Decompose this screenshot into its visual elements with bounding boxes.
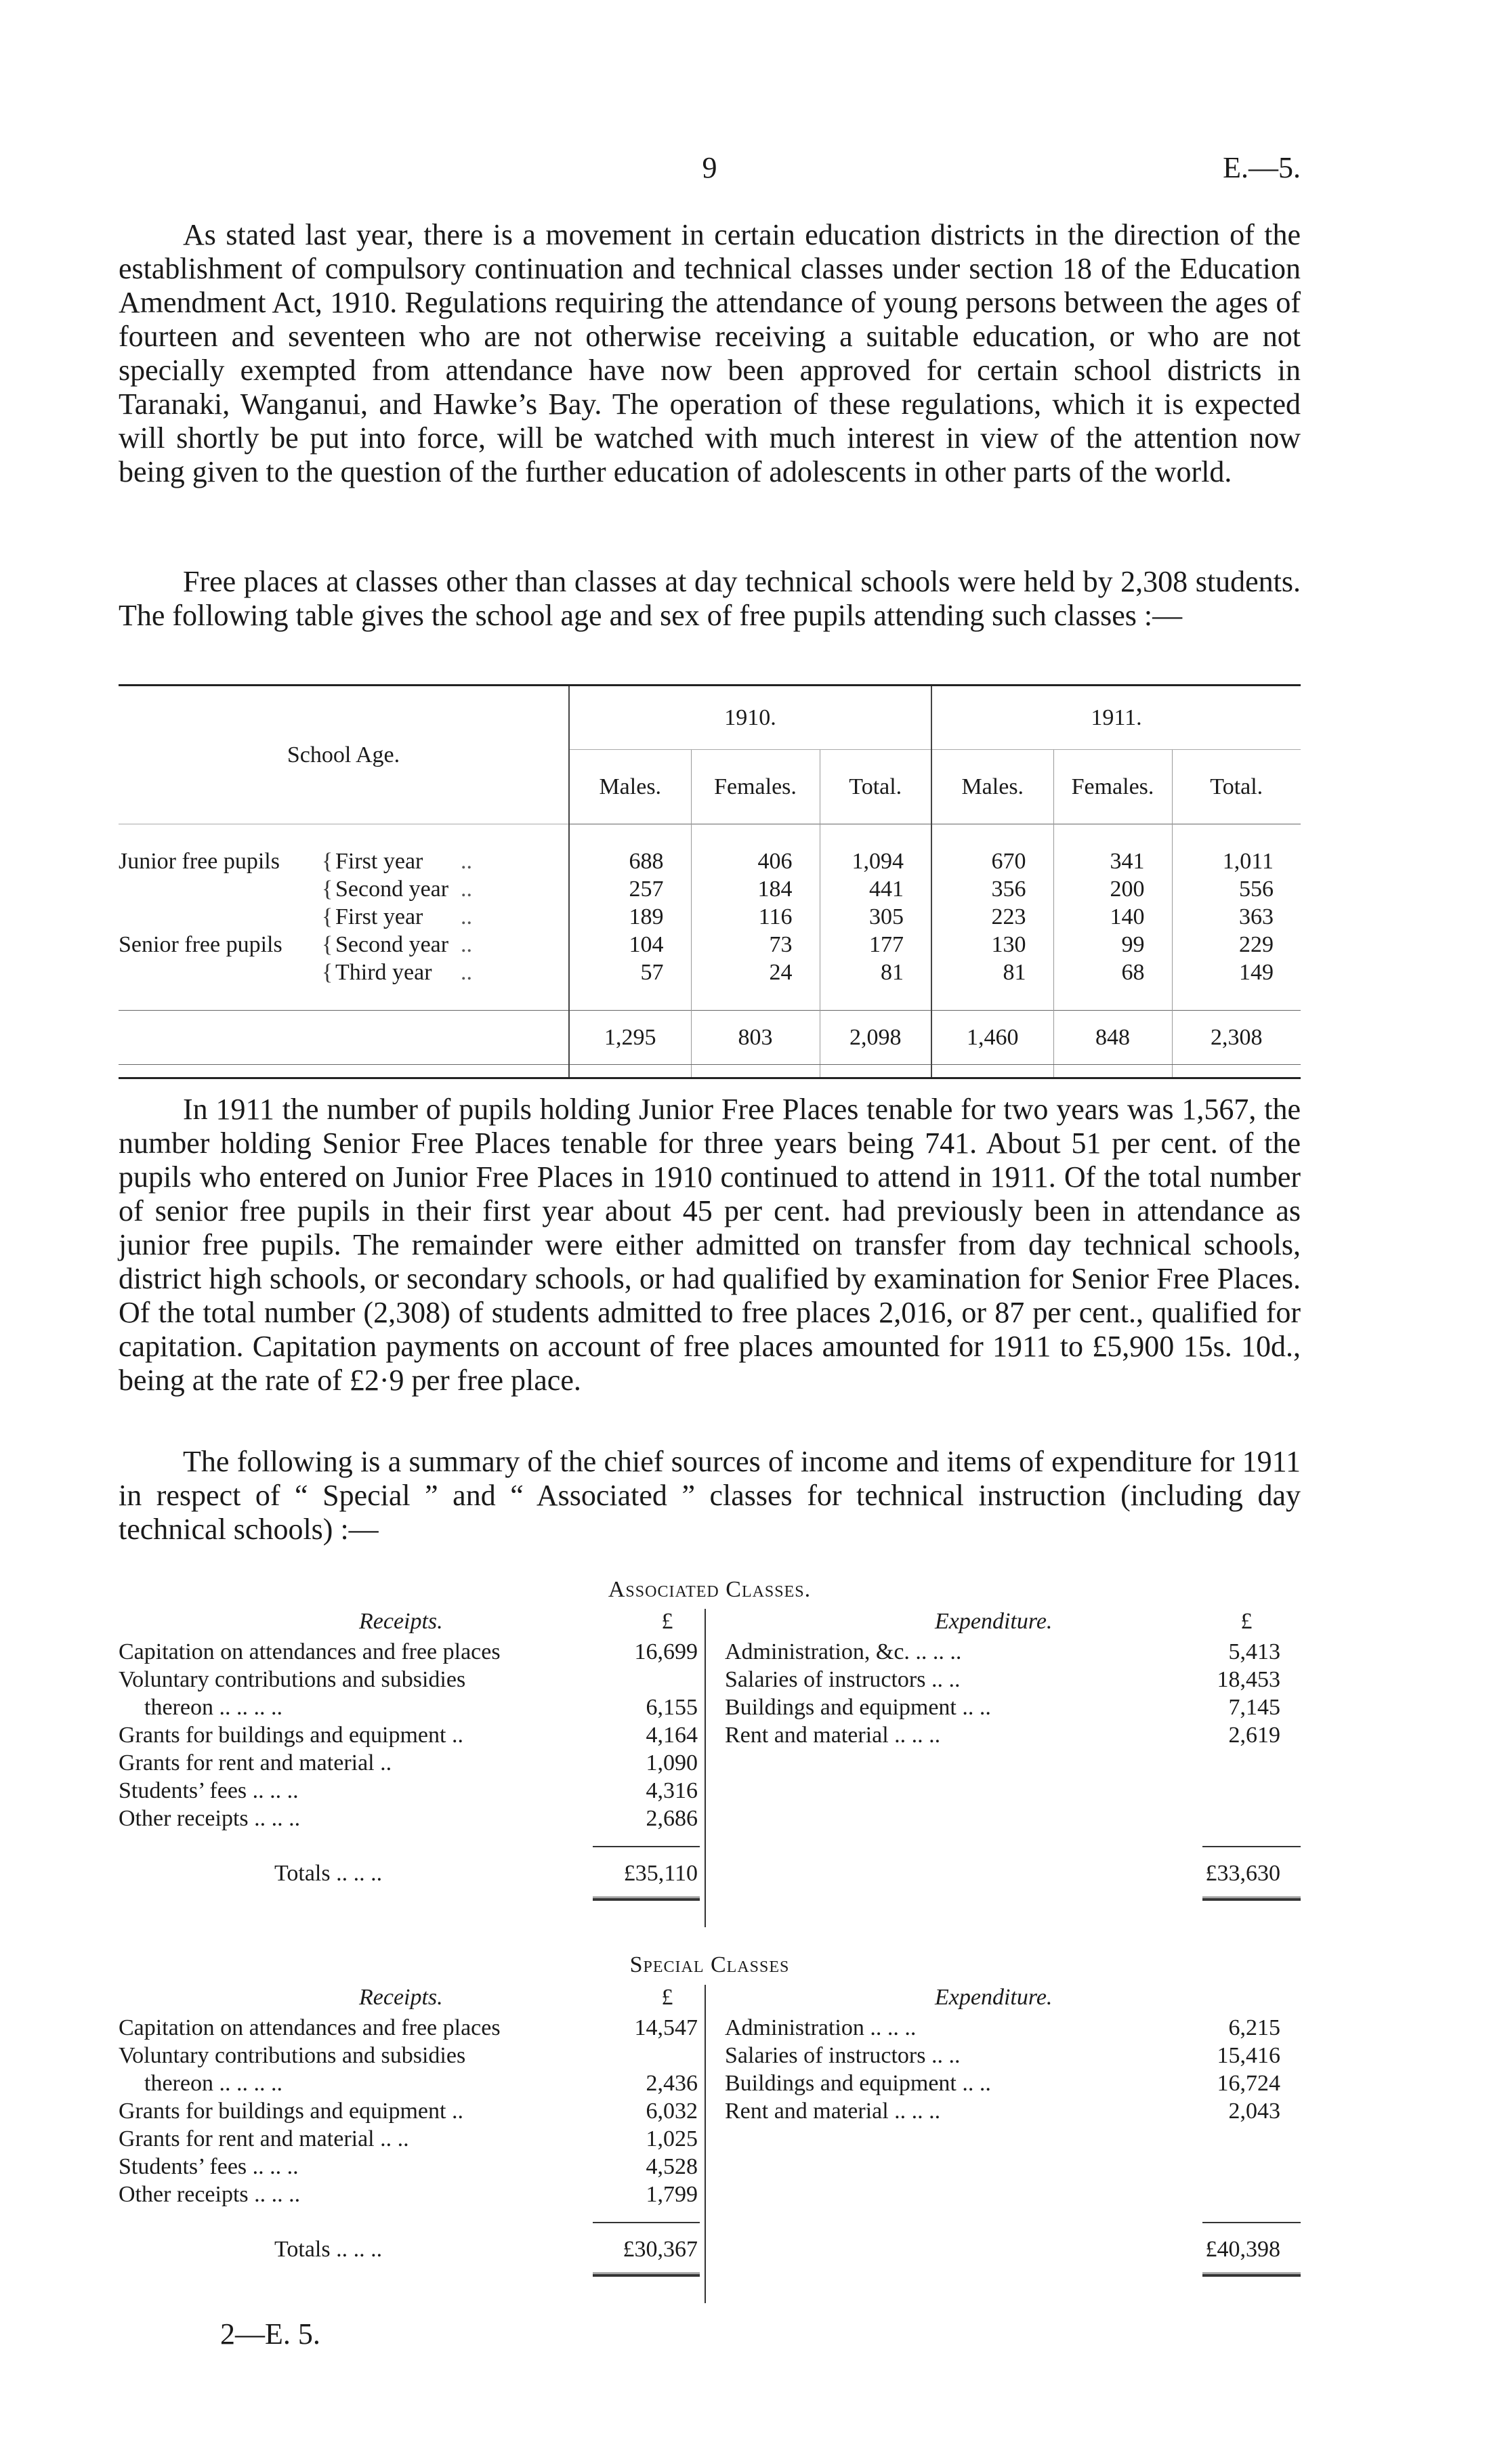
report-reference: E.—5. xyxy=(1223,151,1301,184)
expenditure-label: Administration .. .. .. xyxy=(725,2015,917,2040)
table-row: { Second year .. 257 184 441 356 200 556 xyxy=(119,876,1301,904)
table-row: { First year .. 189 116 305 223 140 363 xyxy=(119,904,1301,931)
receipt-label: Capitation on attendances and free places xyxy=(119,2015,501,2040)
year-header-1911: 1911. xyxy=(931,686,1301,750)
special-classes-title: Special Classes xyxy=(629,1952,790,1977)
receipt-amount: 2,686 xyxy=(646,1806,698,1831)
receipt-label: thereon .. .. .. .. xyxy=(144,2071,282,2096)
page-header xyxy=(119,150,1301,191)
receipts-heading: Receipts. xyxy=(359,1985,443,2010)
col-total-1911: Total. xyxy=(1172,750,1301,824)
receipt-label: Grants for buildings and equipment .. xyxy=(119,2099,463,2124)
expenditure-heading: Expenditure. xyxy=(935,1985,1053,2010)
column-divider xyxy=(705,1609,706,1927)
expenditure-label: Salaries of instructors .. .. xyxy=(725,1667,961,1692)
column-divider xyxy=(705,1985,706,2303)
receipts-currency: £ xyxy=(661,1985,673,2010)
receipt-label: Students’ fees .. .. .. xyxy=(119,1778,299,1803)
expenditure-total: £33,630 xyxy=(1205,1861,1280,1886)
receipts-total: £35,110 xyxy=(623,1861,698,1886)
paragraph-free-places-intro: Free places at classes other than classes at day technical schools were held by 2,308 students. The following table gives the school age and sex of free pupils attending such classes :— xyxy=(119,565,1301,632)
receipt-amount: 6,032 xyxy=(646,2099,698,2124)
expenditure-label: Rent and material .. .. .. xyxy=(725,1723,941,1748)
receipt-amount: 16,699 xyxy=(634,1639,698,1664)
table-row: Junior free pupils { First year .. 688 406 1,094 670 341 1,011 xyxy=(119,848,1301,876)
expenditure-label: Rent and material .. .. .. xyxy=(725,2099,941,2124)
col-females-1911: Females. xyxy=(1053,750,1172,824)
receipt-label: thereon .. .. .. .. xyxy=(144,1695,282,1720)
receipts-total-label: Totals .. .. .. xyxy=(274,1861,383,1886)
receipt-amount: 4,316 xyxy=(646,1778,698,1803)
page-number: 9 xyxy=(702,151,717,184)
expenditure-label: Administration, &c. .. .. .. xyxy=(725,1639,962,1664)
table-row: { Third year .. 57 24 81 81 68 149 xyxy=(119,959,1301,987)
expenditure-amount: 15,416 xyxy=(1217,2043,1280,2068)
receipt-label: Grants for buildings and equipment .. xyxy=(119,1723,463,1748)
signature-mark: 2—E. 5. xyxy=(220,2317,320,2351)
receipt-label: Students’ fees .. .. .. xyxy=(119,2154,299,2179)
expenditure-amount: 2,043 xyxy=(1228,2099,1280,2124)
receipt-amount: 1,799 xyxy=(646,2182,698,2207)
receipt-amount: 6,155 xyxy=(646,1695,698,1720)
paragraph-summary-intro: The following is a summary of the chief sources of income and items of expenditure for 1911 in respect of “ Special ” and “ Associated ” classes for technical instruction (including day technical schools) :— xyxy=(119,1445,1301,1546)
receipt-amount: 4,528 xyxy=(646,2154,698,2179)
paragraph-compulsory-continuation: As stated last year, there is a movement in certain education districts in the direction of the establishment of compulsory continuation and technical classes under section 18 of the Education Amendment Act, 1910. Regulations requiring the attendance of young persons between the ages of fourteen and seventeen who are not otherwise receiving a suitable education, or who are not specially exempted from attendance have now been approved for certain school districts in Taranaki, Wanganui, and Hawke’s Bay. The operation of these regulations, which it is expected will shortly be put into force, will be watched with much interest in view of the attention now being given to the question of the further education of adolescents in other parts of the world. xyxy=(119,218,1301,488)
expenditure-total: £40,398 xyxy=(1205,2237,1280,2262)
expenditure-amount: 7,145 xyxy=(1228,1695,1280,1720)
receipt-label: Capitation on attendances and free places xyxy=(119,1639,501,1664)
expenditure-amount: 18,453 xyxy=(1217,1667,1280,1692)
col-males-1910: Males. xyxy=(569,750,691,824)
receipt-label: Other receipts .. .. .. xyxy=(119,2182,301,2207)
expenditure-amount: 2,619 xyxy=(1228,1723,1280,1748)
year-header-1910: 1910. xyxy=(569,686,931,750)
expenditure-heading: Expenditure. xyxy=(935,1609,1053,1634)
receipt-amount: 4,164 xyxy=(646,1723,698,1748)
receipt-label: Grants for rent and material .. .. xyxy=(119,2126,409,2151)
special-classes-accounts xyxy=(119,1985,1301,2303)
expenditure-label: Buildings and equipment .. .. xyxy=(725,2071,991,2096)
receipt-amount: 1,025 xyxy=(646,2126,698,2151)
receipt-label: Voluntary contributions and subsidies xyxy=(119,2043,466,2068)
expenditure-label: Salaries of instructors .. .. xyxy=(725,2043,961,2068)
receipt-amount: 1,090 xyxy=(646,1750,698,1775)
receipts-total-label: Totals .. .. .. xyxy=(274,2237,383,2262)
table-totals-row: 1,295 803 2,098 1,460 848 2,308 xyxy=(119,1011,1301,1065)
expenditure-label: Buildings and equipment .. .. xyxy=(725,1695,991,1720)
associated-classes-title: Associated Classes. xyxy=(608,1577,812,1602)
expenditure-amount: 16,724 xyxy=(1217,2071,1280,2096)
paragraph-free-places-details: In 1911 the number of pupils holding Junior Free Places tenable for two years was 1,567, the number holding Senior Free Places tenable for three years being 741. About 51 per cent. of the pupils who entered on Junior Free Places in 1910 continued to attend in 1911. Of the total number of senior free pupils in their first year about 45 per cent. had previously been in attendance as junior free pupils. The remainder were either admitted on transfer from day technical schools, district high schools, or secondary schools, or had qualified by examination for Senior Free Places. Of the total number (2,308) of students admitted to free places 2,016, or 87 per cent., qualified for capitation. Capitation payments on account of free places amounted for 1911 to £5,900 15s. 10d., being at the rate of £2·9 per free place. xyxy=(119,1093,1301,1397)
school-age-header: School Age. xyxy=(119,686,569,824)
col-males-1911: Males. xyxy=(931,750,1053,824)
col-females-1910: Females. xyxy=(691,750,820,824)
table-row: Senior free pupils { Second year .. 104 73 177 130 99 229 xyxy=(119,931,1301,959)
associated-classes-accounts xyxy=(119,1609,1301,1927)
receipt-label: Other receipts .. .. .. xyxy=(119,1806,301,1831)
receipt-amount: 2,436 xyxy=(646,2071,698,2096)
receipts-heading: Receipts. xyxy=(359,1609,443,1634)
receipt-label: Voluntary contributions and subsidies xyxy=(119,1667,466,1692)
receipts-currency: £ xyxy=(661,1609,673,1634)
expenditure-currency: £ xyxy=(1240,1609,1253,1634)
receipt-amount: 14,547 xyxy=(634,2015,698,2040)
receipts-total: £30,367 xyxy=(623,2237,698,2262)
expenditure-amount: 5,413 xyxy=(1228,1639,1280,1664)
expenditure-amount: 6,215 xyxy=(1228,2015,1280,2040)
receipt-label: Grants for rent and material .. xyxy=(119,1750,392,1775)
free-places-table xyxy=(119,684,1301,1079)
col-total-1910: Total. xyxy=(820,750,931,824)
